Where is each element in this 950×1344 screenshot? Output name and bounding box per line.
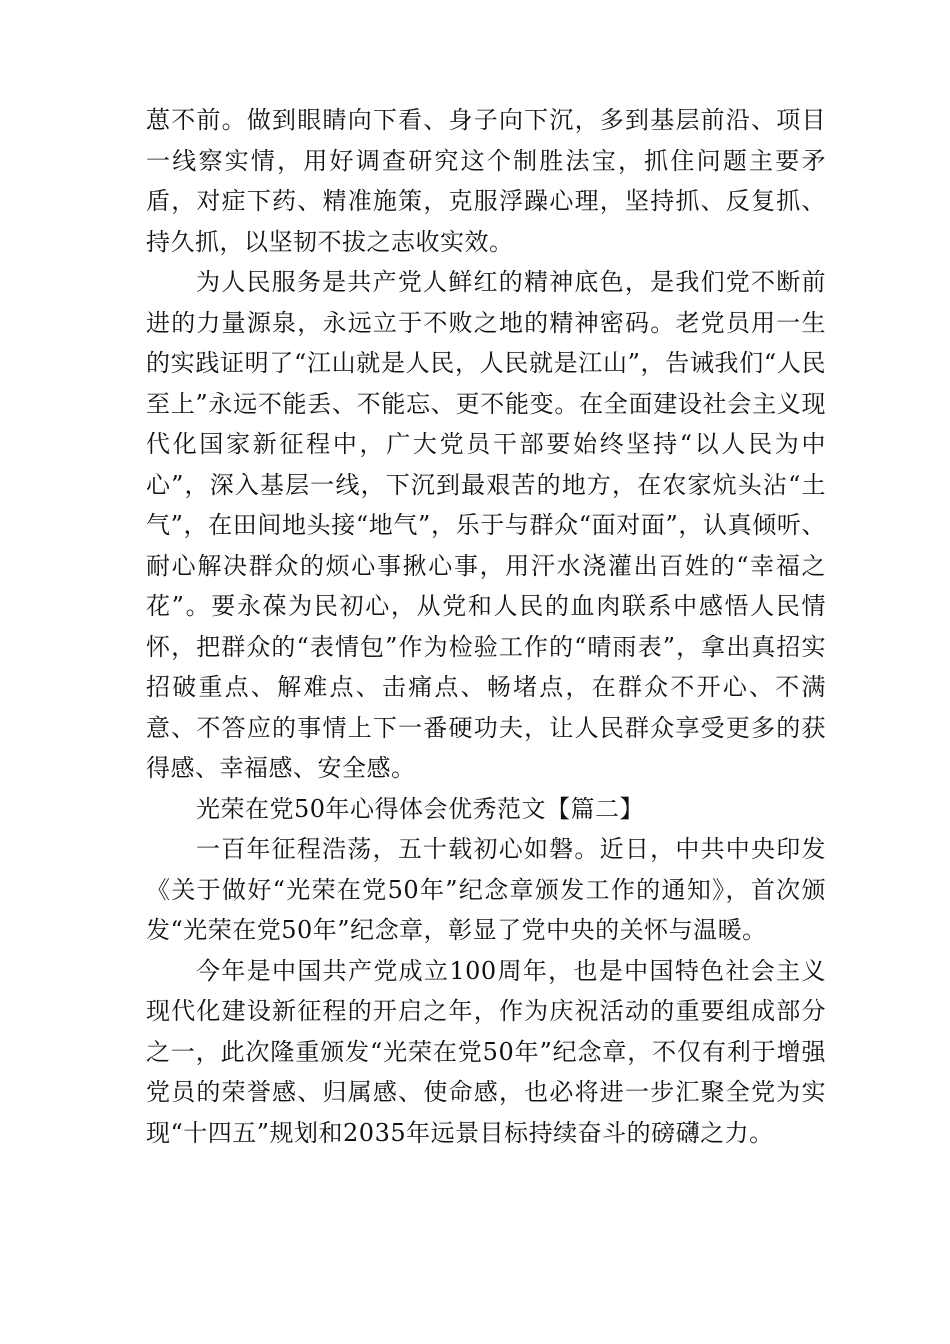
paragraph-continuation: 葸不前。做到眼睛向下看、身子向下沉，多到基层前沿、项目一线察实情，用好调查研究这个制胜法宝，抓住问题主要矛盾，对症下药、精准施策，克服浮躁心理，坚持抓、反复抓、持久抓，以坚韧不拔之志收实效。 [146,106,826,256]
paragraph-centenary: 今年是中国共产党成立100周年，也是中国特色社会主义现代化建设新征程的开启之年，作为庆祝活动的重要组成部分之一，此次隆重颁发“光荣在党50年”纪念章，不仅有利于增强党员的荣誉感、归属感、使命感，也必将进一步汇聚全党为实现“十四五”规划和2035年远景目标持续奋斗的磅礴之力。 [146,956,826,1147]
section-heading: 光荣在党50年心得体会优秀范文【篇二】 [196,794,645,823]
paragraph-serve-the-people: 为人民服务是共产党人鲜红的精神底色，是我们党不断前进的力量源泉，永远立于不败之地的精神密码。老党员用一生的实践证明了“江山就是人民，人民就是江山”，告诫我们“人民至上”永远不能丢、不能忘、更不能变。在全面建设社会主义现代化国家新征程中，广大党员干部要始终坚持“以人民为中心”，深入基层一线，下沉到最艰苦的地方，在农家炕头沾“土气”，在田间地头接“地气”，乐于与群众“面对面”，认真倾听、耐心解决群众的烦心事揪心事，用汗水浇灌出百姓的“幸福之花”。要永葆为民初心，从党和人民的血肉联系中感悟人民情怀，把群众的“表情包”作为检验工作的“晴雨表”，拿出真招实招破重点、解难点、击痛点、畅堵点，在群众不开心、不满意、不答应的事情上下一番硬功夫，让人民群众享受更多的获得感、幸福感、安全感。 [146,268,826,782]
document-body [146,100,826,1153]
paragraph-commemorative-medal: 一百年征程浩荡，五十载初心如磐。近日，中共中央印发《关于做好“光荣在党50年”纪念章颁发工作的通知》，首次颁发“光荣在党50年”纪念章，彰显了党中央的关怀与温暖。 [146,835,826,944]
